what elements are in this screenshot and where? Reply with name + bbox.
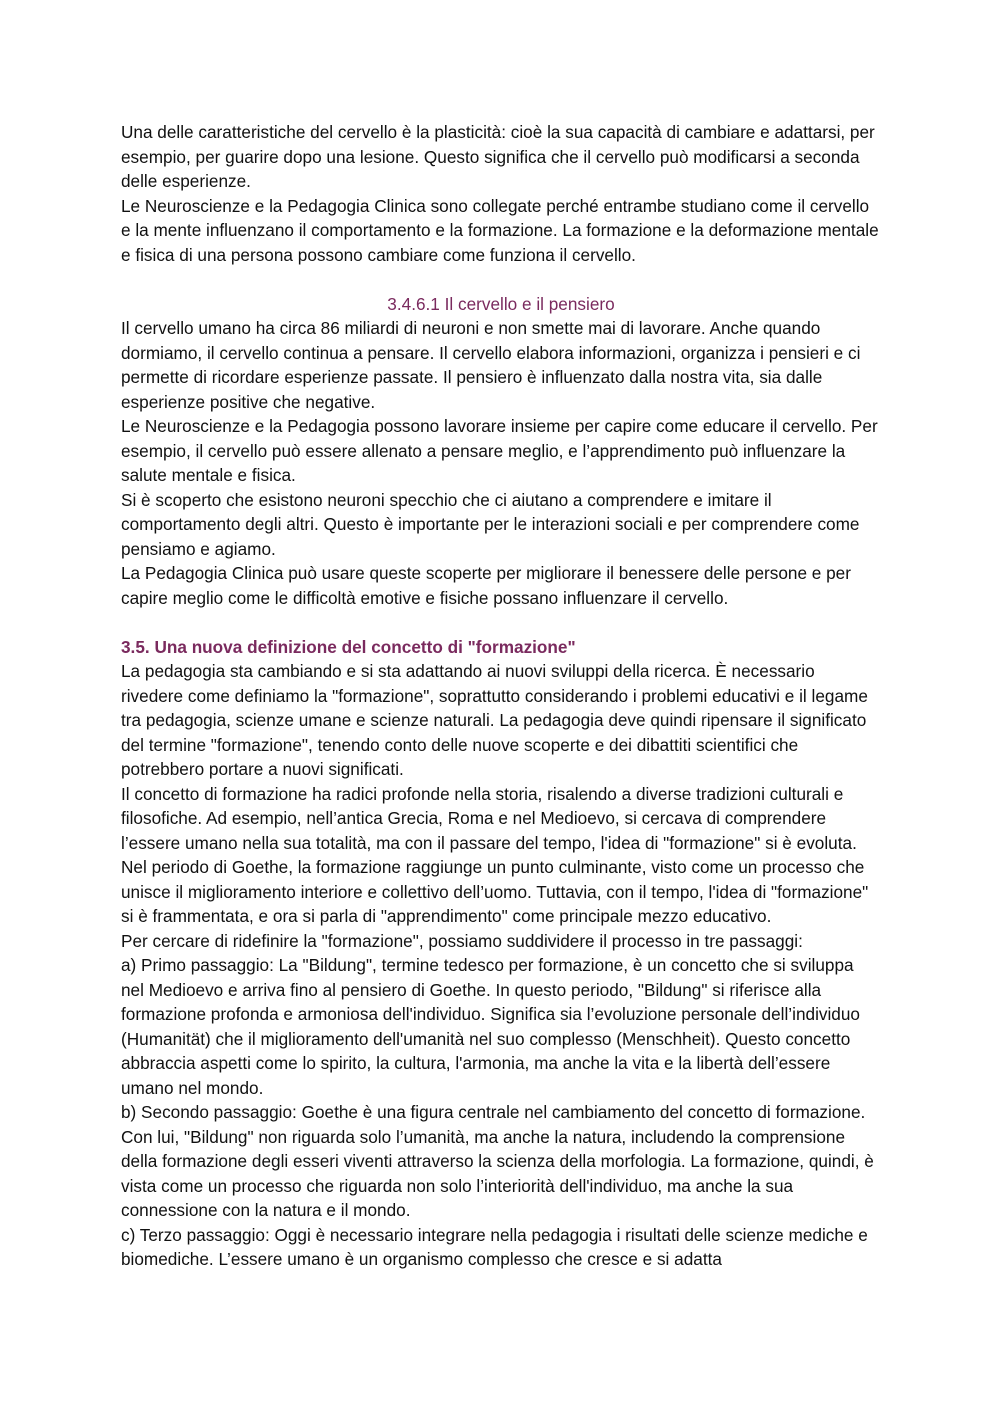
paragraph-step-b: b) Secondo passaggio: Goethe è una figura centrale nel cambiamento del concetto di formazione. Con lui, "Bildung" non riguarda solo l’umanità, ma anche la natura, includendo la comprensione della formazione degli esseri viventi attraverso la scienza della morfologia. La formazione, quindi, è vista come un processo che riguarda non solo l’interiorità dell'individuo, ma anche la sua connessione con la natura e il mondo. [121, 1102, 874, 1220]
paragraph-brain-neurons: Il cervello umano ha circa 86 miliardi di neuroni e non smette mai di lavorare. Anche quando dormiamo, il cervello continua a pensare. Il cervello elabora informazioni, organizza i pensieri e ci permette di ricordare esperienze passate. Il pensiero è influenzato dalla nostra vita, sia dalle esperienze positive che negative. [121, 318, 861, 412]
section-title-35: 3.5. Una nuova definizione del concetto di "formazione" [121, 636, 576, 657]
document-page [121, 120, 881, 1272]
paragraph-neuroscience-pedagogy: Le Neuroscienze e la Pedagogia Clinica sono collegate perché entrambe studiano come il cervello e la mente influenzano il comportamento e la formazione. La formazione e la deformazione mentale e fisica di una persona possono cambiare come funziona il cervello. [121, 195, 879, 265]
paragraph-mirror-neurons: Si è scoperto che esistono neuroni specchio che ci aiutano a comprendere e imitare il comportamento degli altri. Questo è importante per le interazioni sociali e per comprendere come pensiamo e agiamo. [121, 489, 860, 559]
paragraph-step-a: a) Primo passaggio: La "Bildung", termine tedesco per formazione, è un concetto che si sviluppa nel Medioevo e arriva fino al pensiero di Goethe. In questo periodo, "Bildung" si riferisce alla formazione profonda e armoniosa dell'individuo. Significa sia l’evoluzione personale dell’individuo (Humanität) che il miglioramento dell'umanità nel suo complesso (Menschheit). Questo concetto abbraccia aspetti come lo spirito, la cultura, l'armonia, ma anche la vita e la libertà dell’essere umano nel mondo. [121, 955, 860, 1098]
paragraph-clinical-pedagogy: La Pedagogia Clinica può usare queste scoperte per migliorare il benessere delle persone e per capire meglio come le difficoltà emotive e fisiche possano influenzare il cervello. [121, 563, 851, 608]
paragraph-pedagogy-changing: La pedagogia sta cambiando e si sta adattando ai nuovi sviluppi della ricerca. È necessario rivedere come definiamo la "formazione", soprattutto considerando i problemi educativi e il legame tra pedagogia, scienze umane e scienze naturali. La pedagogia deve quindi ripensare il significato del termine "formazione", tenendo conto delle nuove scoperte e dei dibattiti scientifici che potrebbero portare a nuovi significati. [121, 661, 868, 779]
paragraph-three-steps-intro: Per cercare di ridefinire la "formazione", possiamo suddividere il processo in tre passaggi: [121, 930, 803, 951]
paragraph-step-c: c) Terzo passaggio: Oggi è necessario integrare nella pedagogia i risultati delle scienze mediche e biomediche. L’essere umano è un organismo complesso che cresce e si adatta [121, 1224, 868, 1269]
paragraph-plasticity: Una delle caratteristiche del cervello è la plasticità: cioè la sua capacità di cambiare e adattarsi, per esempio, per guarire dopo una lesione. Questo significa che il cervello può modificarsi a seconda delle esperienze. [121, 122, 875, 191]
paragraph-educate-brain: Le Neuroscienze e la Pedagogia possono lavorare insieme per capire come educare il cervello. Per esempio, il cervello può essere allenato a pensare meglio, e l’apprendimento può influenzare la salute mentale e fisica. [121, 416, 878, 485]
subsection-title-3461: 3.4.6.1 Il cervello e il pensiero [387, 293, 615, 314]
paragraph-formation-history: Il concetto di formazione ha radici profonde nella storia, risalendo a diverse tradizioni culturali e filosofiche. Ad esempio, nell’antica Grecia, Roma e nel Medioevo, si cercava di comprendere l’essere umano nella sua totalità, ma con il passare del tempo, l'idea di "formazione" si è evoluta. Nel periodo di Goethe, la formazione raggiunge un punto culminante, visto come un processo che unisce il miglioramento interiore e collettivo dell’uomo. Tuttavia, con il tempo, l'idea di "formazione" si è frammentata, e ora si parla di "apprendimento" come principale mezzo educativo. [121, 783, 869, 926]
